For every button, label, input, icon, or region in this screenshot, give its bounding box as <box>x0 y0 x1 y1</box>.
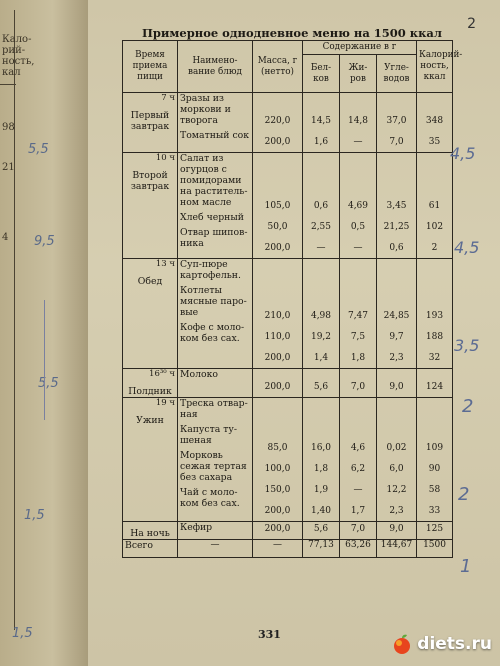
page-number: 331 <box>258 628 281 641</box>
meal-name: Второй завтрак <box>130 170 170 192</box>
calories-value: 90 <box>428 464 441 474</box>
fat-value: 14,8 <box>347 116 369 126</box>
protein-cell <box>303 398 340 522</box>
meal-name: Обед <box>137 276 163 287</box>
left-header-fragment: ность, <box>2 56 35 67</box>
left-value-fragment: 4 <box>2 232 9 243</box>
mass-value: 200,0 <box>264 382 291 392</box>
carbs-cell <box>377 93 417 153</box>
meal-row <box>123 259 453 369</box>
handwritten-note: 1 <box>460 556 472 577</box>
meal-name: На ночь <box>130 528 170 539</box>
fat-cell <box>340 259 377 369</box>
carbs-value: 12,2 <box>386 485 407 495</box>
protein-value: — <box>316 243 326 253</box>
meal-time: 10 ч <box>155 153 175 163</box>
mass-value: 200,0 <box>264 506 291 516</box>
protein-cell <box>303 522 340 540</box>
protein-value: 4,98 <box>310 311 332 321</box>
fat-cell <box>340 93 377 153</box>
calories-value: 61 <box>428 201 441 211</box>
fat-cell <box>340 398 377 522</box>
meal-cell <box>123 369 178 398</box>
menu-table-container <box>122 40 463 558</box>
mass-value: 150,0 <box>264 485 291 495</box>
carbs-cell <box>377 153 417 259</box>
dish-name: Салат из огурцов с помидорами на раститель-ном масле <box>180 153 248 208</box>
protein-value: 1,8 <box>313 464 329 474</box>
protein-value: 16,0 <box>310 443 332 453</box>
dish-cell <box>178 398 253 522</box>
dish-cell <box>178 93 253 153</box>
total-carbs: 144,67 <box>377 540 417 558</box>
handwritten-note: 2 <box>458 484 470 505</box>
mass-value: 220,0 <box>264 116 291 126</box>
dish-name: Капуста ту-шеная <box>180 424 238 446</box>
carbs-value: 2,3 <box>389 353 404 363</box>
fat-cell <box>340 153 377 259</box>
protein-value: 1,6 <box>313 137 329 147</box>
fat-value: 0,5 <box>350 222 366 232</box>
fat-value: 1,8 <box>350 353 366 363</box>
meal-time: 19 ч <box>155 398 175 408</box>
mass-value: 200,0 <box>264 524 291 534</box>
calories-value: 348 <box>425 116 444 126</box>
handwritten-stroke <box>44 300 45 420</box>
meal-cell <box>123 259 178 369</box>
total-dish: — <box>178 540 253 558</box>
mass-cell <box>253 259 303 369</box>
fat-value: — <box>353 243 363 253</box>
fat-cell <box>340 369 377 398</box>
carbs-value: 21,25 <box>383 222 410 232</box>
header-fat: Жи-ров <box>340 55 377 93</box>
handwritten-note: 3,5 <box>454 336 480 355</box>
calories-cell <box>417 93 453 153</box>
mass-cell <box>253 93 303 153</box>
protein-value: 14,5 <box>310 116 332 126</box>
handwritten-note: 5,5 <box>38 376 59 391</box>
dish-name: Котлеты мясные паро-вые <box>180 285 247 318</box>
protein-value: 1,40 <box>310 506 332 516</box>
left-header-fragment: Кало- <box>2 34 32 45</box>
calories-cell <box>417 522 453 540</box>
mass-value: 85,0 <box>267 443 288 453</box>
meal-row <box>123 522 453 540</box>
mass-value: 200,0 <box>264 137 291 147</box>
meal-name: Полдник <box>128 386 172 397</box>
meal-row <box>123 398 453 522</box>
meal-time: 7 ч <box>161 93 175 103</box>
dish-name: Молоко <box>180 369 219 380</box>
total-calories: 1500 <box>417 540 453 558</box>
meal-name: Первый завтрак <box>130 110 170 132</box>
carbs-value: 3,45 <box>386 201 407 211</box>
calories-value: 125 <box>425 524 444 534</box>
header-calories: Калорий-ность, ккал <box>417 41 453 93</box>
carbs-value: 9,0 <box>389 524 404 534</box>
fat-value: — <box>353 137 363 147</box>
dish-name: Кефир <box>180 522 213 533</box>
left-value-fragment: 98 <box>2 122 15 133</box>
total-mass: — <box>253 540 303 558</box>
fat-cell <box>340 522 377 540</box>
protein-cell <box>303 259 340 369</box>
fat-value: 7,47 <box>347 311 369 321</box>
header-mass: Масса, г (нетто) <box>253 41 303 93</box>
mass-cell <box>253 398 303 522</box>
mass-value: 105,0 <box>264 201 291 211</box>
carbs-value: 24,85 <box>383 311 410 321</box>
protein-value: 5,6 <box>313 382 329 392</box>
carbs-value: 0,6 <box>389 243 404 253</box>
dish-name: Зразы из моркови и творога <box>180 93 231 126</box>
meal-time: 13 ч <box>155 259 175 269</box>
calories-value: 109 <box>425 443 444 453</box>
handwritten-note: 1,5 <box>24 508 45 523</box>
carbs-cell <box>377 369 417 398</box>
dish-cell <box>178 522 253 540</box>
table-border-line <box>14 10 15 630</box>
carbs-cell <box>377 522 417 540</box>
meal-time: 16³⁰ ч <box>149 369 175 379</box>
carbs-value: 0,02 <box>386 443 407 453</box>
corner-page-mark: 2 <box>467 16 476 32</box>
watermark-text: diets.ru <box>417 634 492 654</box>
mass-value: 110,0 <box>264 332 291 342</box>
calories-value: 33 <box>428 506 441 516</box>
protein-value: 1,9 <box>313 485 329 495</box>
previous-page-edge <box>0 0 88 666</box>
dish-name: Морковь сежая тертая без сахара <box>180 450 247 483</box>
meal-cell <box>123 522 178 540</box>
mass-cell <box>253 153 303 259</box>
carbs-value: 7,0 <box>389 137 404 147</box>
fat-value: 7,0 <box>350 382 366 392</box>
calories-value: 188 <box>425 332 444 342</box>
protein-value: 1,4 <box>313 353 329 363</box>
calories-value: 124 <box>425 382 444 392</box>
calories-value: 2 <box>431 243 438 253</box>
calories-value: 102 <box>425 222 444 232</box>
calories-cell <box>417 398 453 522</box>
mass-value: 210,0 <box>264 311 291 321</box>
dish-name: Хлеб черный <box>180 212 244 223</box>
handwritten-note: 9,5 <box>34 234 55 249</box>
total-row <box>123 540 453 558</box>
handwritten-note: 5,5 <box>28 142 49 157</box>
total-protein: 77,13 <box>303 540 340 558</box>
protein-value: 0,6 <box>313 201 329 211</box>
calories-value: 32 <box>428 353 441 363</box>
protein-value: 2,55 <box>310 222 332 232</box>
apple-icon <box>390 632 414 656</box>
meal-cell <box>123 93 178 153</box>
mass-cell <box>253 522 303 540</box>
calories-cell <box>417 369 453 398</box>
dish-name: Чай с моло-ком без сах. <box>180 487 240 509</box>
handwritten-note: 2 <box>462 396 474 417</box>
calories-value: 193 <box>425 311 444 321</box>
dish-name: Отвар шипов-ника <box>180 227 248 249</box>
fat-value: — <box>353 485 363 495</box>
dish-name: Треска отвар-ная <box>180 398 248 420</box>
fat-value: 7,0 <box>350 524 366 534</box>
calories-cell <box>417 153 453 259</box>
page-title: Примерное однодневное меню на 1500 ккал <box>142 26 442 40</box>
meal-row <box>123 369 453 398</box>
table-rule <box>0 84 16 85</box>
protein-cell <box>303 93 340 153</box>
fat-value: 1,7 <box>350 506 366 516</box>
fat-value: 4,69 <box>347 201 369 211</box>
carbs-value: 9,0 <box>389 382 404 392</box>
dish-cell <box>178 153 253 259</box>
meal-cell <box>123 153 178 259</box>
header-carbs: Угле-водов <box>377 55 417 93</box>
dish-cell <box>178 259 253 369</box>
left-header-fragment: кал <box>2 67 21 78</box>
book-page <box>88 0 500 666</box>
carbs-cell <box>377 259 417 369</box>
protein-cell <box>303 369 340 398</box>
fat-value: 6,2 <box>350 464 366 474</box>
carbs-value: 2,3 <box>389 506 404 516</box>
mass-cell <box>253 369 303 398</box>
protein-value: 19,2 <box>310 332 332 342</box>
dish-name: Кофе с моло-ком без сах. <box>180 322 245 344</box>
meal-row <box>123 93 453 153</box>
dish-name: Суп-пюре картофельн. <box>180 259 241 281</box>
left-header-fragment: рий- <box>2 45 26 56</box>
mass-value: 100,0 <box>264 464 291 474</box>
meal-name: Ужин <box>136 415 164 426</box>
header-content: Содержание в г <box>303 41 417 55</box>
watermark-logo <box>390 632 492 656</box>
menu-table-body <box>123 93 453 540</box>
total-label: Всего <box>123 540 178 558</box>
meal-row <box>123 153 453 259</box>
fat-value: 4,6 <box>350 443 366 453</box>
mass-value: 50,0 <box>267 222 288 232</box>
carbs-value: 9,7 <box>389 332 404 342</box>
meal-cell <box>123 398 178 522</box>
header-protein: Бел-ков <box>303 55 340 93</box>
menu-table <box>122 40 463 558</box>
calories-value: 35 <box>428 137 441 147</box>
total-fat: 63,26 <box>340 540 377 558</box>
header-time: Время приема пищи <box>123 41 178 93</box>
carbs-value: 6,0 <box>389 464 404 474</box>
mass-value: 200,0 <box>264 353 291 363</box>
calories-cell <box>417 259 453 369</box>
handwritten-note: 4,5 <box>450 144 476 163</box>
protein-cell <box>303 153 340 259</box>
protein-value: 5,6 <box>313 524 329 534</box>
carbs-value: 37,0 <box>386 116 407 126</box>
dish-cell <box>178 369 253 398</box>
calories-value: 58 <box>428 485 441 495</box>
header-dish: Наимено-вание блюд <box>178 41 253 93</box>
handwritten-note: 1,5 <box>12 626 33 641</box>
dish-name: Томатный сок <box>180 130 250 141</box>
carbs-cell <box>377 398 417 522</box>
handwritten-note: 4,5 <box>454 238 480 257</box>
left-value-fragment: 21 <box>2 162 15 173</box>
mass-value: 200,0 <box>264 243 291 253</box>
fat-value: 7,5 <box>350 332 366 342</box>
